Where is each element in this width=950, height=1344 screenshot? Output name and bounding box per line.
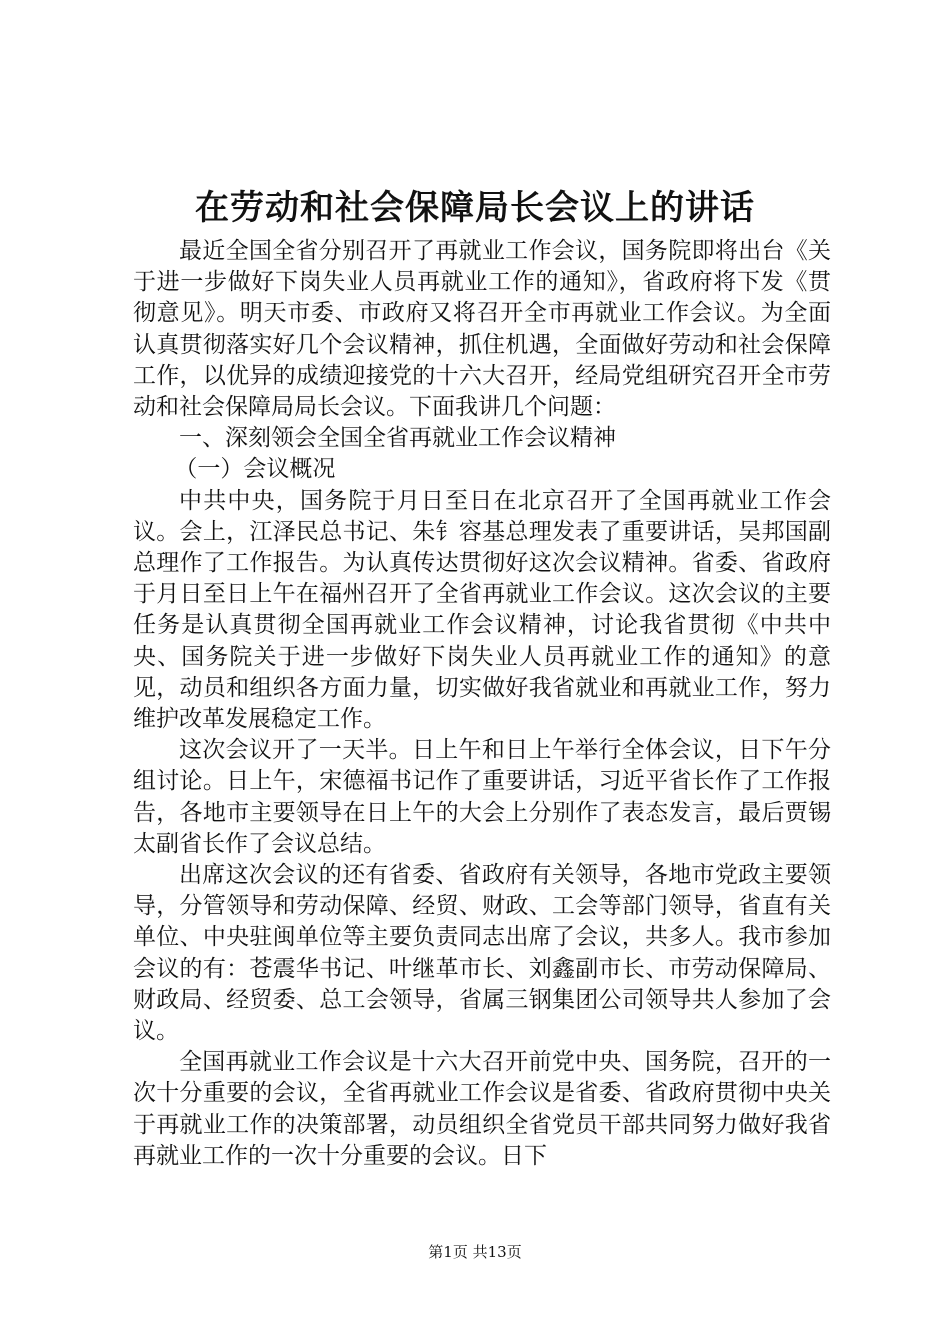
paragraph-national-meeting: 中共中央，国务院于月日至日在北京召开了全国再就业工作会议。会上，江泽民总书记、朱钅容基总理发表了重要讲话，吴邦国副总理作了工作报告。为认真传达贯彻好这次会议精神。省委、省政府于月日至日上午在福州召开了全省再就业工作会议。这次会议的主要任务是认真贯彻全国再就业工作会议精神，讨论我省贯彻《中共中央、国务院关于进一步做好下岗失业人员再就业工作的通知》的意见，动员和组织各方面力量，切实做好我省就业和再就业工作，努力维护改革发展稳定工作。 (133, 487, 831, 733)
document-body (133, 236, 831, 1172)
subsection-heading: （一）会议概况 (174, 456, 336, 483)
paragraph-intro: 最近全国全省分别召开了再就业工作会议，国务院即将出台《关于进一步做好下岗失业人员再就业工作的通知》，省政府将下发《贯彻意见》。明天市委、市政府又将召开全市再就业工作会议。为全面认真贯彻落实好几个会议精神，抓住机遇，全面做好劳动和社会保障工作，以优异的成绩迎接党的十六大召开，经局党组研究召开全市劳动和社会保障局局长会议。下面我讲几个问题： (133, 238, 831, 421)
paragraph-significance: 全国再就业工作会议是十六大召开前党中央、国务院，召开的一次十分重要的会议，全省再就业工作会议是省委、省政府贯彻中央关于再就业工作的决策部署，动员组织全省党员干部共同努力做好我省再就业工作的一次十分重要的会议。日下 (133, 1049, 831, 1169)
paragraph-meeting-schedule: 这次会议开了一天半。日上午和日上午举行全体会议，日下午分组讨论。日上午，宋德福书记作了重要讲话，习近平省长作了工作报告，各地市主要领导在日上午的大会上分别作了表态发言，最后贾锡太副省长作了会议总结。 (133, 737, 831, 857)
page-footer: 第1页 共13页 (428, 1243, 522, 1261)
document-title: 在劳动和社会保障局长会议上的讲话 (195, 188, 755, 228)
section-heading: 一、深刻领会全国全省再就业工作会议精神 (179, 425, 616, 452)
paragraph-attendees: 出席这次会议的还有省委、省政府有关领导，各地市党政主要领导，分管领导和劳动保障、经贸、财政、工会等部门领导，省直有关单位、中央驻闽单位等主要负责同志出席了会议，共多人。我市参加会议的有：苍震华书记、叶继革市长、刘鑫副市长、市劳动保障局、财政局、经贸委、总工会领导，省属三钢集团公司领导共人参加了会议。 (133, 862, 831, 1045)
